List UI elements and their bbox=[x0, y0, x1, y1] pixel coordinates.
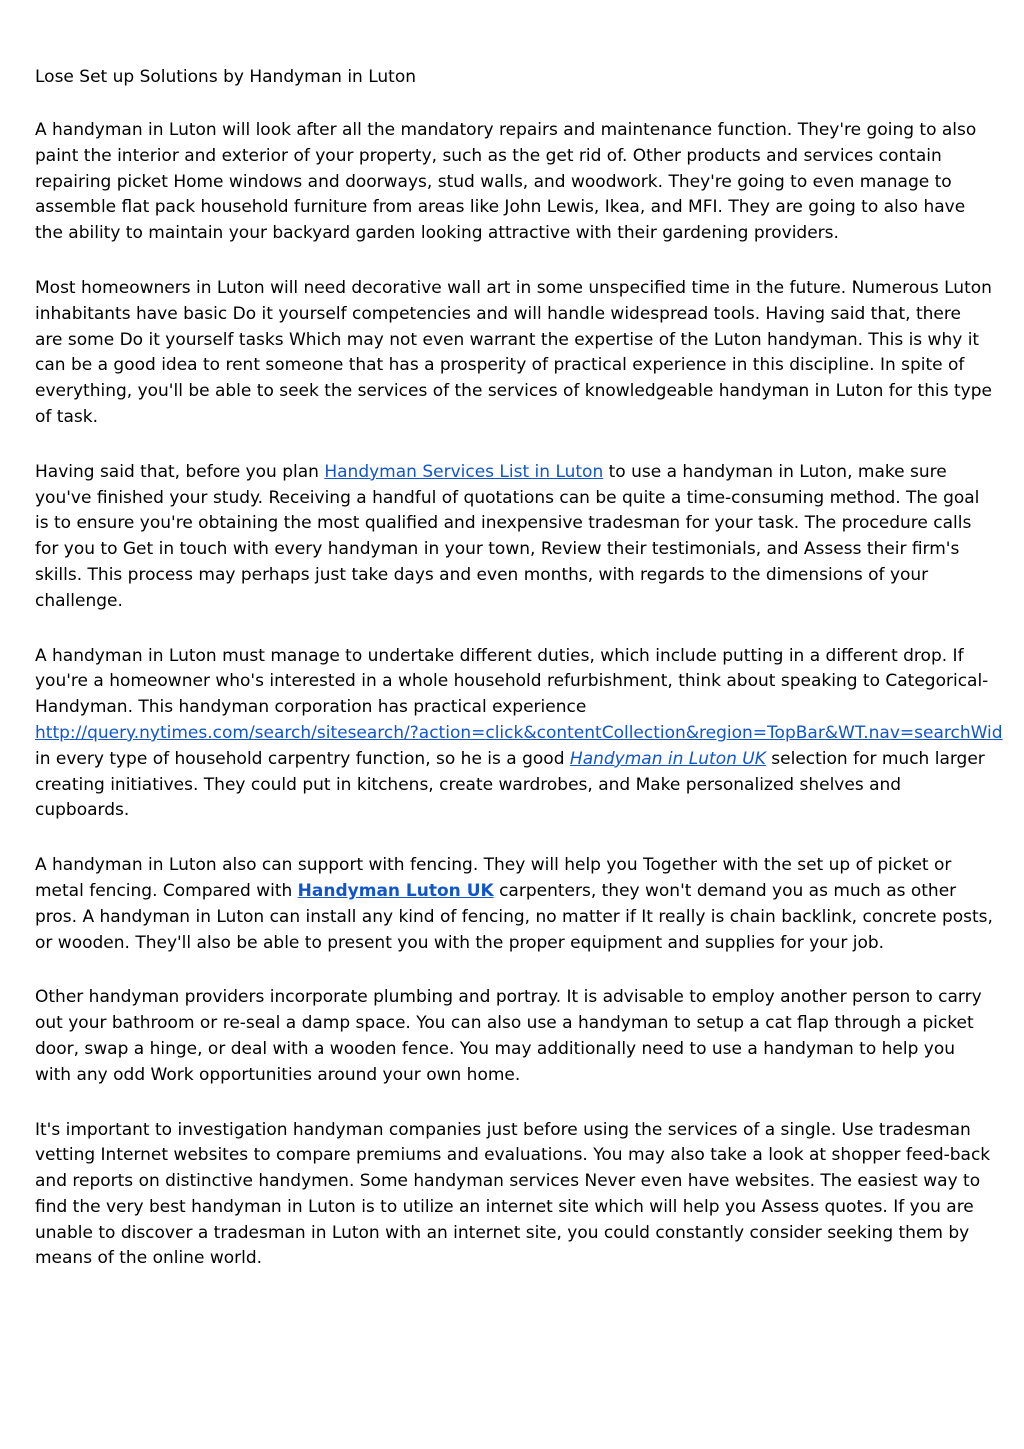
handyman-luton-uk-link[interactable]: Handyman Luton UK bbox=[297, 880, 494, 901]
paragraph-4-text-after: selection for much larger creating initiatives. They could put in kitchens, create wardrobes, and Make personalized shelves and cupboards. bbox=[35, 748, 985, 821]
nytimes-search-link[interactable]: http://query.nytimes.com/search/sitesearch/?action=click&contentCollection&region=TopBar&WT.nav=searchWid bbox=[35, 722, 1003, 743]
paragraph-2: Most homeowners in Luton will need decorative wall art in some unspecified time in the future. Numerous Luton inhabitants have basic Do it yourself competencies and will handle widespread tools. Having said that, there are some Do it yourself tasks Which may not even warrant the expertise of the Luton handyman. This is why it can be a good idea to rent someone that has a prosperity of practical experience in this discipline. In spite of everything, you'll be able to seek the services of the services of knowledgeable handyman in Luton for this type of task. bbox=[35, 277, 992, 427]
handyman-services-list-link[interactable]: Handyman Services List in Luton bbox=[324, 461, 604, 482]
paragraph-3-text-after: to use a handyman in Luton, make sure you've finished your study. Receiving a handful of quotations can be quite a time-consuming method. The goal is to ensure you're obtaining the most qualified and inexpensive tradesman for your task. The procedure calls for you to Get in touch with every handyman in your town, Review their testimonials, and Assess their firm's skills. This process may perhaps just take days and even months, with regards to the dimensions of your challenge. bbox=[35, 461, 980, 611]
paragraph-6: Other handyman providers incorporate plumbing and portray. It is advisable to employ another person to carry out your bathroom or re-seal a damp space. You can also use a handyman to setup a cat flap through a picket door, swap a hinge, or deal with a wooden fence. You may additionally need to use a handyman to help you with any odd Work opportunities around your own home. bbox=[35, 987, 982, 1085]
paragraph-4-text-before: A handyman in Luton must manage to undertake different duties, which include putting in a different drop. If you're a homeowner who's interested in a whole household refurbishment, think about speaking to Categorical-Handyman. This handyman corporation has practical experience bbox=[35, 645, 989, 718]
handyman-in-luton-uk-link[interactable]: Handyman in Luton UK bbox=[569, 748, 766, 769]
document-page bbox=[35, 64, 1003, 1301]
paragraph-5 bbox=[35, 853, 993, 956]
paragraph-5-text-before: A handyman in Luton also can support with fencing. They will help you Together with the set up of picket or metal fencing. Compared with bbox=[35, 855, 952, 901]
paragraph-3-text-before: Having said that, before you plan bbox=[35, 461, 325, 482]
paragraph-3 bbox=[35, 460, 993, 615]
document-title: Lose Set up Solutions by Handyman in Luton bbox=[35, 67, 417, 87]
paragraph-7: It's important to investigation handyman companies just before using the services of a single. Use tradesman vetting Internet websites to compare premiums and evaluations. You may also take a look at shopper feed-back and reports on distinctive handymen. Some handyman services Never even have websites. The easiest way to find the very best handyman in Luton is to utilize an internet site which will help you Assess quotes. If you are unable to discover a tradesman in Luton with an internet site, you could constantly consider seeking them by means of the online world. bbox=[35, 1119, 991, 1269]
paragraph-4 bbox=[35, 644, 1003, 825]
paragraph-1: A handyman in Luton will look after all the mandatory repairs and maintenance function. They're going to also paint the interior and exterior of your property, such as the get rid of. Other products and services contain repairing picket Home windows and doorways, stud walls, and woodwork. They're going to even manage to assemble flat pack household furniture from areas like John Lewis, Ikea, and MFI. They are going to also have the ability to maintain your backyard garden looking attractive with their gardening providers. bbox=[35, 120, 977, 244]
paragraph-5-text-after: carpenters, they won't demand you as much as other pros. A handyman in Luton can install any kind of fencing, no matter if It really is chain backlink, concrete posts, or wooden. They'll also be able to present you with the proper equipment and supplies for your job. bbox=[35, 880, 993, 953]
paragraph-4-text-middle: in every type of household carpentry function, so he is a good bbox=[35, 748, 570, 769]
